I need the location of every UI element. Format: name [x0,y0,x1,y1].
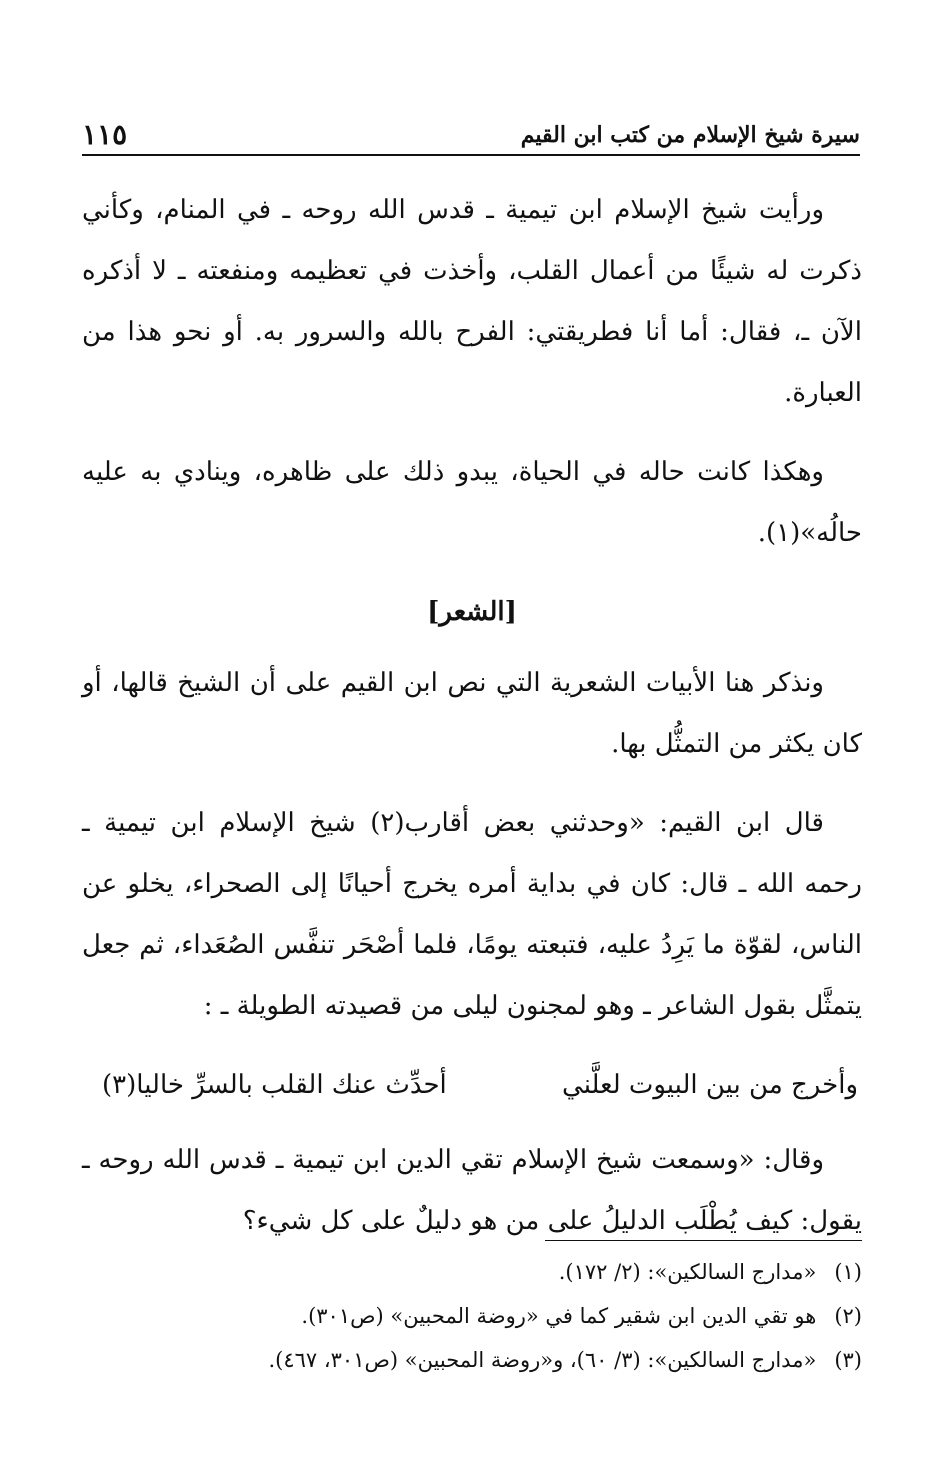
paragraph-dream: ورأيت شيخ الإسلام ابن تيمية ـ قدس الله روحه ـ في المنام، وكأني ذكرت له شيئًا من أعمال القلب، وأخذت في تعظيمه ومنفعته ـ لا أذكره الآن ـ، فقال: أما أنا فطريقتي: الفرح بالله والسرور به. أو نحو هذا من العبارة. [82,195,862,408]
verse-second-hemistich: أحدِّث عنك القلب بالسرِّ خاليا(٣) [102,1070,447,1100]
footnote-number: (٢) [834,1304,862,1328]
footnote-number: (١) [834,1260,862,1284]
paragraph-state: وهكذا كانت حاله في الحياة، يبدو ذلك على ظاهره، وينادي به عليه حالُه»(١). [82,457,862,548]
footnote-text: «مدارج السالكين»: (٣/ ٦٠)، و«روضة المحبين» (ص٣٠١، ٤٦٧). [268,1348,817,1372]
footnotes [82,1250,862,1382]
section-title: [الشعر] [427,597,517,627]
paragraph-evidence: وقال: «وسمعت شيخ الإسلام تقي الدين ابن تيمية ـ قدس الله روحه ـ يقول: كيف يُطْلَب الدليلُ على من هو دليلٌ على كل شيء؟ [82,1145,862,1236]
footnote-item [82,1294,862,1338]
poetry-verse [82,1055,862,1116]
paragraph-poetry-intro: ونذكر هنا الأبيات الشعرية التي نص ابن القيم على أن الشيخ قالها، أو كان يكثر من التمثُّل بها. [82,668,862,759]
paragraph-ibn-qayyim-quote: قال ابن القيم: «وحدثني بعض أقارب(٢) شيخ الإسلام ابن تيمية ـ رحمه الله ـ قال: كان في بداية أمره يخرج أحيانًا إلى الصحراء، يخلو عن الناس، لقوّة ما يَرِدُ عليه، فتبعته يومًا، فلما أصْحَر تنفَّس الصُعَداء، ثم جعل يتمثَّل بقول الشاعر ـ وهو لمجنون ليلى من قصيدته الطويلة ـ : [82,808,862,1021]
footnote-text: هو تقي الدين ابن شقير كما في «روضة المحبين» (ص٣٠١). [301,1304,817,1328]
footnote-item [82,1250,862,1294]
footnote-item [82,1338,862,1382]
verse-first-hemistich: وأخرج من بين البيوت لعلَّني [562,1070,858,1100]
page-header [82,118,860,156]
page-number: ١١٥ [82,118,128,151]
footnote-divider [545,1240,862,1241]
running-title: سيرة شيخ الإسلام من كتب ابن القيم [520,122,860,148]
footnote-text: «مدارج السالكين»: (٢/ ١٧٢). [558,1260,817,1284]
footnote-number: (٣) [834,1348,862,1372]
page-body [82,180,862,1270]
